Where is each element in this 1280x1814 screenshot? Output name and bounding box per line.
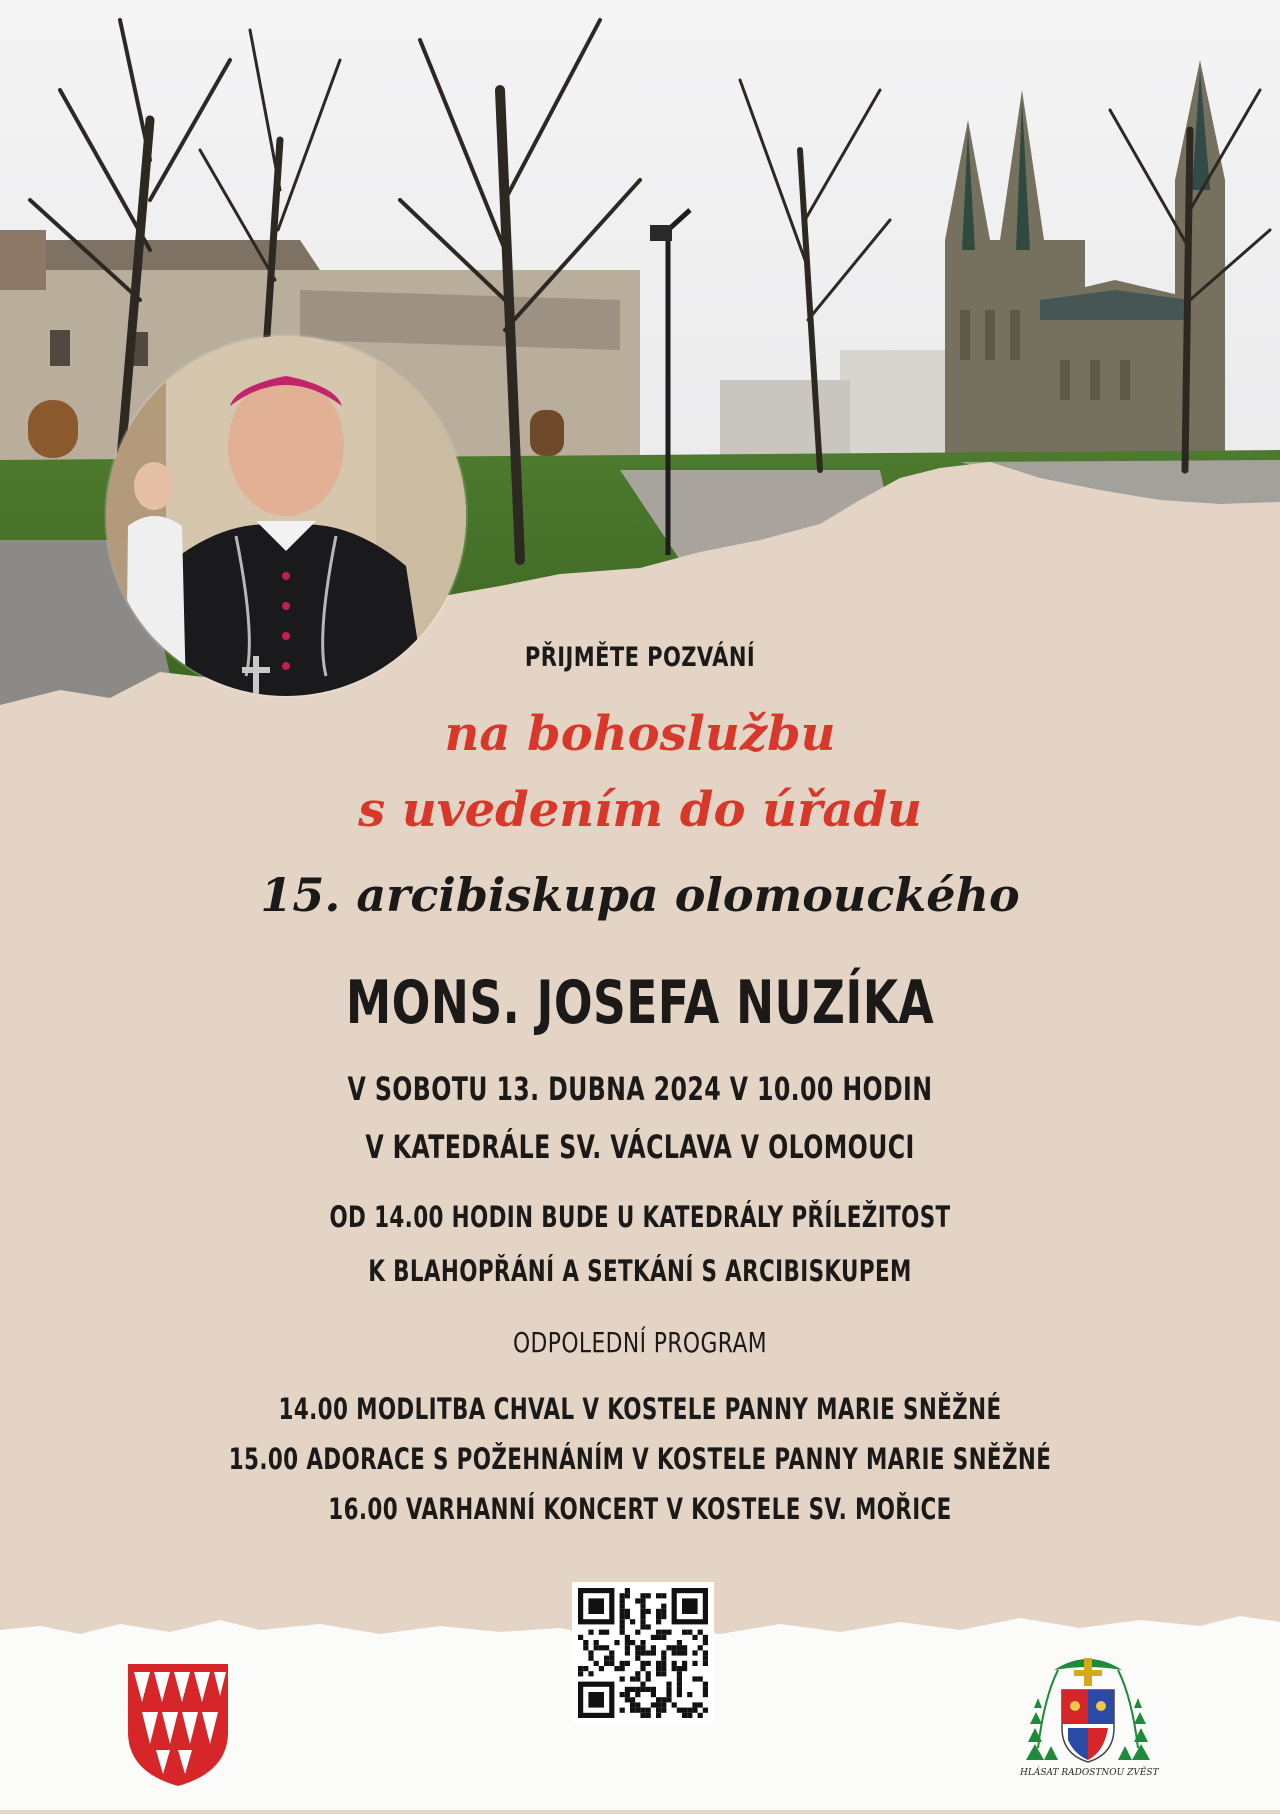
date-line-2: V KATEDRÁLE SV. VÁCLAVA V OLOMOUCI (365, 1128, 915, 1166)
program-item: 15.00 ADORACE S POŽEHNÁNÍM V KOSTELE PANNY MARIE SNĚŽNÉ (228, 1442, 1052, 1476)
city-crest-icon (126, 1662, 230, 1788)
archbishop-coat-of-arms-icon (1024, 1648, 1152, 1778)
archbishop-name: MONS. JOSEFA NUZÍKA (345, 968, 935, 1038)
program-item: 14.00 MODLITBA CHVAL V KOSTELE PANNY MARIE SNĚŽNÉ (278, 1392, 1002, 1426)
meeting-line-2: K BLAHOPŘÁNÍ A SETKÁNÍ S ARCIBISKUPEM (368, 1254, 912, 1288)
program-item: 16.00 VARHANNÍ KONCERT V KOSTELE SV. MOŘICE (328, 1492, 952, 1526)
program-heading: ODPOLEDNÍ PROGRAM (512, 1326, 768, 1359)
intro-heading: PŘIJMĚTE POZVÁNÍ (524, 642, 756, 673)
archbishop-line: 15. arcibiskupa olomouckého (260, 868, 1020, 922)
motto-text: HLÁSAT RADOSTNOU ZVĚST (1020, 1768, 1159, 1778)
invite-line-1: na bohoslužbu (444, 706, 836, 762)
meeting-line-1: OD 14.00 HODIN BUDE U KATEDRÁLY PŘÍLEŽITOST (329, 1200, 951, 1234)
qr-code[interactable] (572, 1582, 714, 1724)
date-line-1: V SOBOTU 13. DUBNA 2024 V 10.00 HODIN (347, 1070, 933, 1108)
invite-line-2: s uvedením do úřadu (358, 782, 922, 838)
